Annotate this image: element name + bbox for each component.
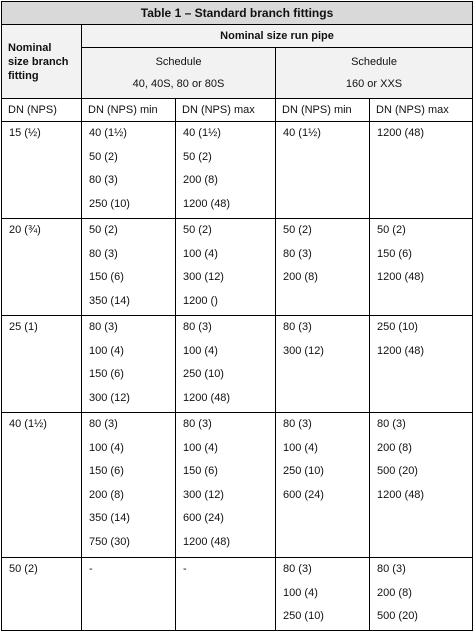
schedule-b-max-cell: [370, 219, 473, 316]
table-title: Table 1 – Standard branch fittings: [2, 2, 473, 25]
size-value: 600 (24): [283, 488, 324, 501]
size-value: 1200 (48): [183, 535, 231, 548]
branch-fittings-table: [1, 1, 473, 631]
size-value: 200 (8): [377, 441, 412, 454]
size-value: 80 (3): [283, 563, 312, 575]
schedule-a-max-cell: [176, 413, 276, 558]
size-value: 1200 (48): [377, 344, 425, 357]
size-value: 300 (12): [183, 271, 224, 283]
size-value: 200 (8): [89, 488, 124, 501]
size-value: 200 (8): [283, 271, 318, 283]
branch-header-line: fitting: [8, 69, 39, 82]
schedule-b-values: 160 or XXS: [345, 78, 403, 90]
size-value: 50 (2): [183, 224, 212, 236]
table-row: [2, 413, 473, 558]
branch-size-value: 50 (2): [9, 563, 38, 575]
size-value: 1200 (48): [377, 488, 425, 501]
schedule-a-max-cell: [176, 558, 276, 631]
schedule-b-min-cell: [276, 413, 370, 558]
table-row: [2, 122, 473, 219]
col-header-a-max: DN (NPS) max: [176, 99, 276, 122]
size-value: 200 (8): [183, 174, 218, 186]
size-value: 80 (3): [89, 174, 118, 186]
schedule-b-max-cell: [370, 413, 473, 558]
size-value: 200 (8): [377, 586, 412, 599]
run-pipe-header: Nominal size run pipe: [82, 25, 473, 48]
size-value: 250 (10): [283, 465, 324, 477]
table-row: [2, 219, 473, 316]
schedule-b-max-cell: [370, 316, 473, 413]
col-header-a-min: DN (NPS) min: [82, 99, 176, 122]
branch-size-cell: [2, 316, 82, 413]
size-value: 100 (4): [183, 247, 218, 260]
schedule-a-header: [82, 48, 276, 99]
size-value: 50 (2): [377, 224, 406, 236]
size-value: 100 (4): [283, 441, 318, 454]
size-value: 1200 (48): [377, 127, 425, 139]
schedule-a-max-cell: [176, 316, 276, 413]
size-value: 100 (4): [89, 344, 124, 357]
schedule-a-min-cell: [82, 122, 176, 219]
size-value: 150 (6): [89, 271, 124, 283]
size-value: 80 (3): [89, 321, 118, 333]
size-value: 1200 (48): [377, 271, 425, 283]
schedule-b-min-cell: [276, 316, 370, 413]
size-value: 50 (2): [283, 224, 312, 236]
schedule-a-max-cell: [176, 219, 276, 316]
schedule-a-max-cell: [176, 122, 276, 219]
size-value: 50 (2): [183, 150, 212, 163]
schedule-b-max-cell: [370, 558, 473, 631]
size-value: 1200 (48): [183, 391, 231, 404]
table-row: [2, 316, 473, 413]
size-value: -: [183, 563, 187, 575]
size-value: 40 (1½): [283, 127, 321, 139]
size-value: 150 (6): [377, 247, 412, 260]
schedule-b-min-cell: [276, 122, 370, 219]
size-value: 150 (6): [89, 465, 124, 477]
schedule-b-min-cell: [276, 558, 370, 631]
size-value: 150 (6): [89, 368, 124, 380]
size-value: 150 (6): [183, 465, 218, 477]
size-value: 500 (20): [377, 465, 418, 477]
size-value: 350 (14): [89, 512, 130, 524]
schedule-a-min-cell: [82, 219, 176, 316]
schedule-b-min-cell: [276, 219, 370, 316]
size-value: 80 (3): [89, 418, 118, 430]
size-value: 1200 (48): [183, 197, 231, 210]
size-value: 750 (30): [89, 535, 130, 548]
schedule-a-min-cell: [82, 558, 176, 631]
col-header-b-min: DN (NPS) min: [276, 99, 370, 122]
size-value: 1200 (): [183, 294, 218, 307]
branch-size-value: 20 (¾): [9, 224, 41, 236]
size-value: 80 (3): [183, 418, 212, 430]
size-value: 80 (3): [377, 563, 406, 575]
size-value: 50 (2): [89, 224, 118, 236]
branch-size-value: 40 (1½): [9, 418, 47, 430]
size-value: 80 (3): [183, 321, 212, 333]
size-value: 250 (10): [283, 610, 324, 622]
size-value: 300 (12): [183, 488, 224, 501]
size-value: -: [89, 563, 93, 575]
size-value: 300 (12): [283, 344, 324, 357]
branch-size-cell: [2, 413, 82, 558]
schedule-a-values: 40, 40S, 80 or 80S: [132, 78, 225, 90]
size-value: 40 (1½): [89, 127, 127, 139]
col-header-branch: DN (NPS): [2, 99, 82, 122]
branch-header-line: Nominal: [8, 41, 52, 54]
size-value: 100 (4): [283, 586, 318, 599]
branch-size-value: 15 (½): [9, 127, 41, 139]
table-row: [2, 558, 473, 631]
size-value: 50 (2): [89, 150, 118, 163]
size-value: 80 (3): [377, 418, 406, 430]
size-value: 250 (10): [183, 368, 224, 380]
size-value: 100 (4): [183, 344, 218, 357]
size-value: 250 (10): [377, 321, 418, 333]
branch-header-line: size branch: [8, 55, 69, 68]
size-value: 80 (3): [283, 247, 312, 260]
size-value: 40 (1½): [183, 127, 221, 139]
schedule-a-min-cell: [82, 316, 176, 413]
schedule-b-label: Schedule: [351, 56, 397, 68]
size-value: 100 (4): [183, 441, 218, 454]
branch-size-cell: [2, 219, 82, 316]
schedule-b-max-cell: [370, 122, 473, 219]
schedule-a-min-cell: [82, 413, 176, 558]
size-value: 80 (3): [283, 321, 312, 333]
branch-size-value: 25 (1): [9, 321, 38, 333]
size-value: 300 (12): [89, 391, 130, 404]
size-value: 250 (10): [89, 197, 130, 210]
size-value: 80 (3): [283, 418, 312, 430]
size-value: 350 (14): [89, 294, 130, 307]
size-value: 600 (24): [183, 512, 224, 524]
branch-size-cell: [2, 558, 82, 631]
size-value: 500 (20): [377, 610, 418, 622]
branch-size-cell: [2, 122, 82, 219]
schedule-b-header: [276, 48, 473, 99]
branch-size-header: [2, 25, 82, 99]
size-value: 80 (3): [89, 247, 118, 260]
schedule-a-label: Schedule: [155, 56, 202, 68]
col-header-b-max: DN (NPS) max: [370, 99, 473, 122]
size-value: 100 (4): [89, 441, 124, 454]
